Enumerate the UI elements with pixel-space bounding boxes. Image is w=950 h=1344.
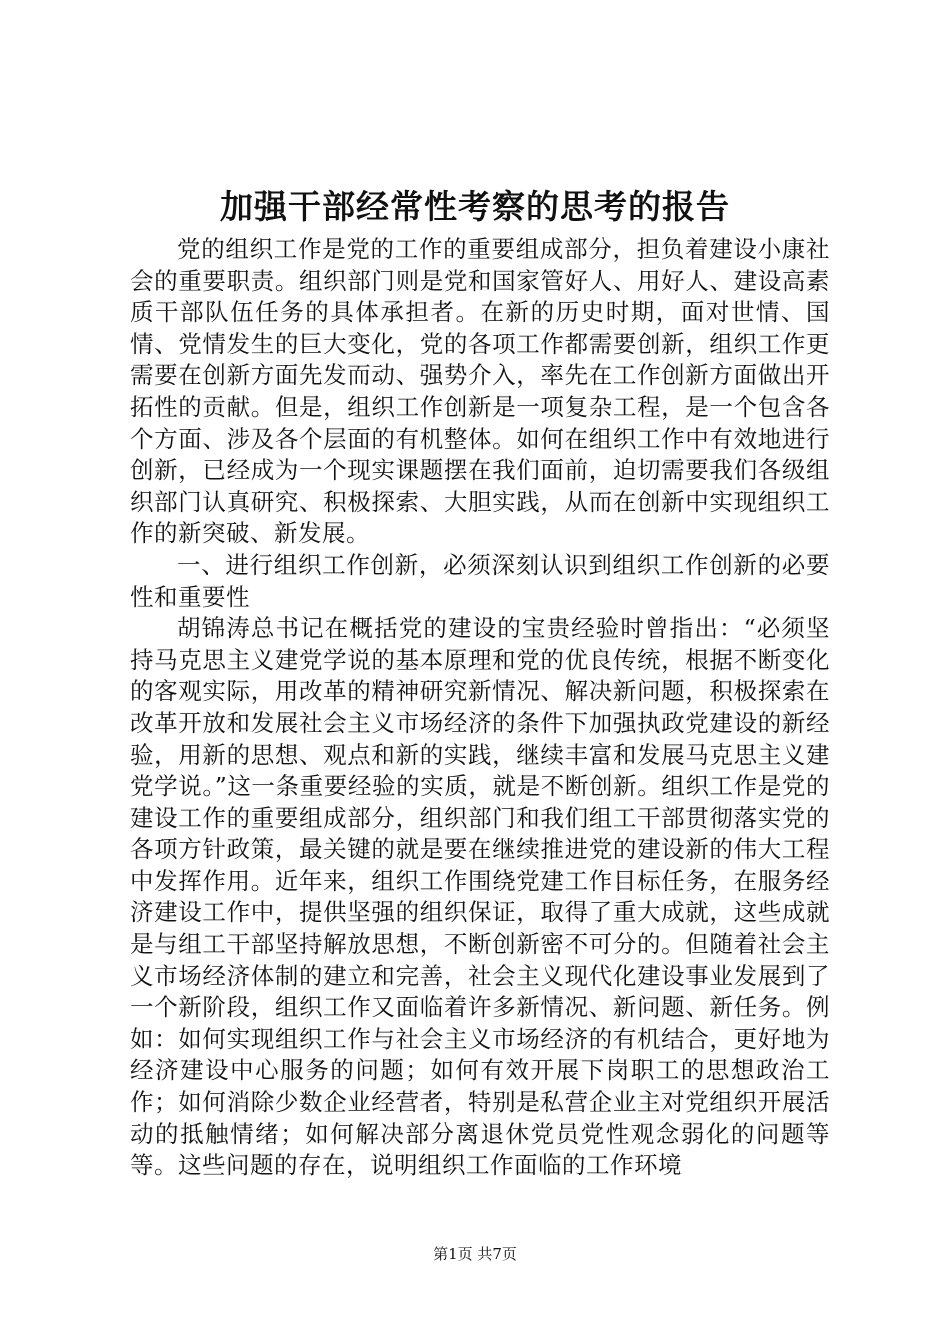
document-body (130, 234, 830, 1182)
page-footer: 第1页 共7页 (433, 1245, 517, 1263)
paragraph-intro: 党的组织工作是党的工作的重要组成部分，担负着建设小康社会的重要职责。组织部门则是党和国家管好人、用好人、建设高素质干部队伍任务的具体承担者。在新的历史时期，面对世情、国情、党情发生的巨大变化，党的各项工作都需要创新，组织工作更需要在创新方面先发而动、强势介入，率先在工作创新方面做出开拓性的贡献。但是，组织工作创新是一项复杂工程，是一个包含各个方面、涉及各个层面的有机整体。如何在组织工作中有效地进行创新，已经成为一个现实课题摆在我们面前，迫切需要我们各级组织部门认真研究、积极探索、大胆实践，从而在创新中实现组织工作的新突破、新发展。 (130, 235, 830, 548)
paragraph-section-1: 胡锦涛总书记在概括党的建设的宝贵经验时曾指出：“必须坚持马克思主义建党学说的基本原理和党的优良传统，根据不断变化的客观实际，用改革的精神研究新情况、解决新问题，积极探索在改革开放和发展社会主义市场经济的条件下加强执政党建设的新经验，用新的思想、观点和新的实践，继续丰富和发展马克思主义建党学说。”这一条重要经验的实质，就是不断创新。组织工作是党的建设工作的重要组成部分，组织部门和我们组工干部贯彻落实党的各项方针政策，最关键的就是要在继续推进党的建设新的伟大工程中发挥作用。近年来，组织工作围绕党建工作目标任务，在服务经济建设工作中，提供坚强的组织保证，取得了重大成就，这些成就是与组工干部坚持解放思想，不断创新密不可分的。但随着社会主义市场经济体制的建立和完善，社会主义现代化建设事业发展到了一个新阶段，组织工作又面临着许多新情况、新问题、新任务。例如：如何实现组织工作与社会主义市场经济的有机结合，更好地为经济建设中心服务的问题；如何有效开展下岗职工的思想政治工作；如何消除少数企业经营者，特别是私营企业主对党组织开展活动的抵触情绪；如何解决部分离退休党员党性观念弱化的问题等等。这些问题的存在，说明组织工作面临的工作环境 (130, 614, 830, 1180)
section-heading-1: 一、进行组织工作创新，必须深刻认识到组织工作创新的必要性和重要性 (130, 550, 830, 611)
document-title: 加强干部经常性考察的思考的报告 (220, 187, 730, 226)
